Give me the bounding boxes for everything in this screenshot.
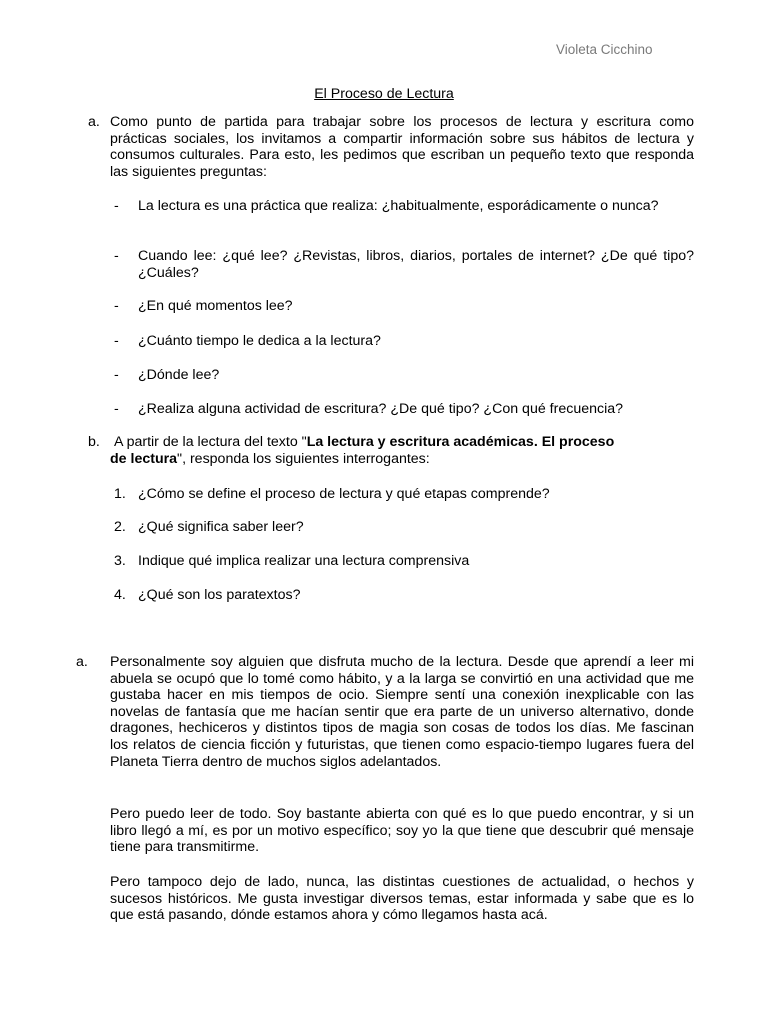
answer-paragraph: Pero tampoco dejo de lado, nunca, las distintas cuestiones de actualidad, o hechos y sucesos históricos. Me gusta investigar diversos temas, estar informada y sabe que es lo que está pasando, dónde estamos ahora y cómo llegamos hasta acá.: [110, 874, 694, 924]
section-b-text-reference: La lectura y escritura académicas. El proceso de lectura: [110, 434, 615, 467]
section-b-intro: [110, 434, 630, 467]
author-name: Violeta Cicchino: [556, 42, 653, 57]
answer-marker: a.: [76, 654, 88, 670]
answer-paragraph: Pero puedo leer de todo. Soy bastante abierta con qué es lo que puedo encontrar, y si un libro llegó a mí, es por un motivo específico; soy yo la que tiene que descubrir qué mensaje tiene para transmitirme.: [110, 806, 694, 856]
numbered-item-text: ¿Qué significa saber leer?: [138, 519, 304, 535]
section-a-marker: a.: [88, 114, 100, 130]
question-item: La lectura es una práctica que realiza: ¿habitualmente, esporádicamente o nunca?: [138, 198, 659, 214]
numbered-item-number: 3.: [114, 553, 126, 569]
document-title-text: El Proceso de Lectura: [314, 86, 454, 102]
numbered-item-number: 4.: [114, 587, 126, 603]
question-item: ¿Cuánto tiempo le dedica a la lectura?: [138, 333, 381, 349]
numbered-item-text: Indique qué implica realizar una lectura comprensiva: [138, 553, 470, 569]
question-item: ¿Dónde lee?: [138, 367, 220, 383]
document-title: [0, 86, 768, 103]
question-item: ¿En qué momentos lee?: [138, 298, 293, 314]
numbered-item-text: ¿Cómo se define el proceso de lectura y qué etapas comprende?: [138, 486, 550, 502]
question-dash: -: [114, 367, 119, 383]
section-b-intro-before: A partir de la lectura del texto ": [113, 434, 307, 450]
section-a-intro: Como punto de partida para trabajar sobre los procesos de lectura y escritura como prácticas sociales, los invitamos a compartir información sobre sus hábitos de lectura y consumos culturales. Para esto, les pedimos que escriban un pequeño texto que responda las siguientes preguntas:: [110, 114, 694, 180]
answer-paragraph: Personalmente soy alguien que disfruta mucho de la lectura. Desde que aprendí a leer mi abuela se ocupó que lo tomé como hábito, y a la larga se convirtió en una actividad que me gustaba hacer en mis tiempos de ocio. Siempre sentí una conexión inexplicable con las novelas de fantasía que me hacían sentir que era parte de un universo alternativo, donde dragones, hechiceros y distintos tipos de magia son cosas de todos los días. Me fascinan los relatos de ciencia ficción y futuristas, que tienen como espacio-tiempo lugares fuera del Planeta Tierra dentro de muchos siglos adelantados.: [110, 654, 694, 770]
question-dash: -: [114, 298, 119, 314]
numbered-item-text: ¿Qué son los paratextos?: [138, 587, 301, 603]
section-b-marker: b.: [88, 434, 100, 450]
question-dash: -: [114, 198, 119, 214]
question-dash: -: [114, 248, 119, 264]
question-dash: -: [114, 333, 119, 349]
question-item: ¿Realiza alguna actividad de escritura? ¿De qué tipo? ¿Con qué frecuencia?: [138, 401, 624, 417]
question-dash: -: [114, 401, 119, 417]
numbered-item-number: 2.: [114, 519, 126, 535]
question-item: Cuando lee: ¿qué lee? ¿Revistas, libros, diarios, portales de internet? ¿De qué tipo? ¿Cuáles?: [138, 248, 694, 281]
numbered-item-number: 1.: [114, 486, 126, 502]
section-b-intro-after: ", responda los siguientes interrogantes:: [177, 450, 430, 467]
